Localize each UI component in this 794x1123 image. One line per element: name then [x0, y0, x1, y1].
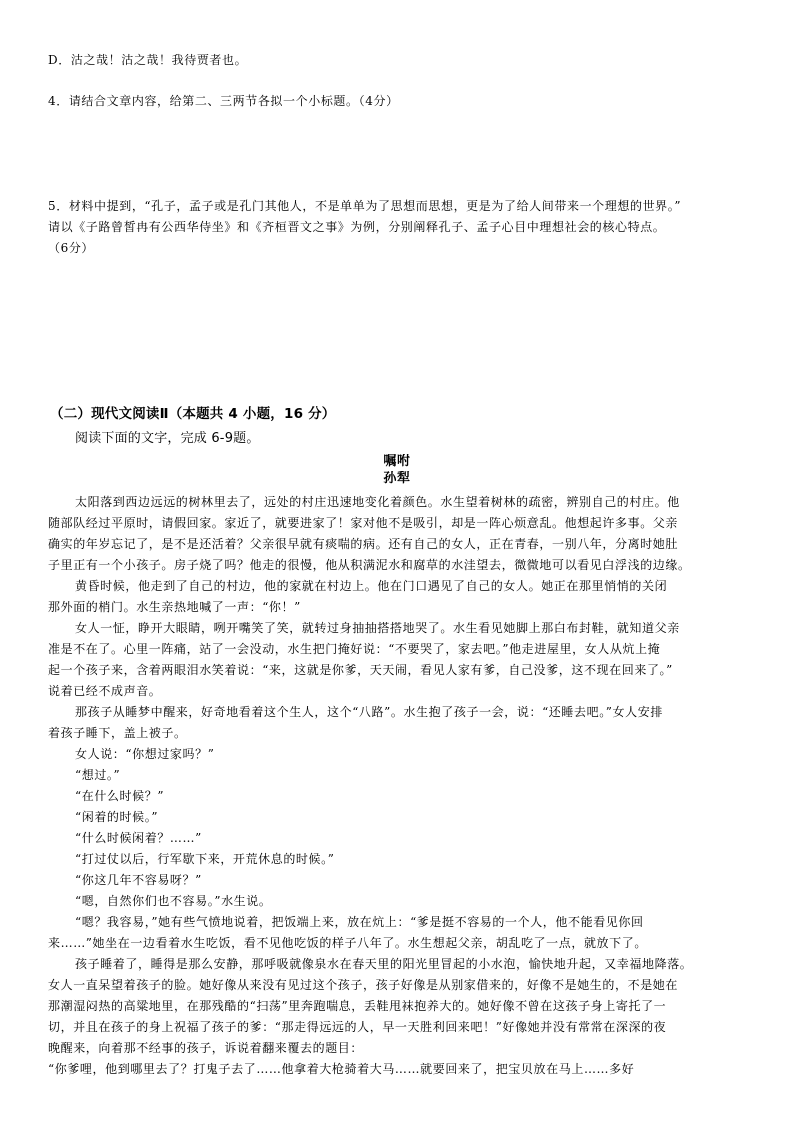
passage-line: 起一个孩子来，含着两眼泪水笑着说：“来，这就是你爹，天天闹，看见人家有爹，自己没爹，这不现在回来了。”: [48, 663, 673, 677]
dialogue-line: “闲着的时候。”: [75, 810, 159, 824]
passage-title: 嘱咐: [383, 454, 411, 469]
reading-instruction: 阅读下面的文字，完成 6-9题。: [75, 431, 260, 446]
passage-line: 那外面的梢门。水生亲热地喊了一声：“你！”: [48, 600, 301, 614]
passage-line: 着孩子睡下，盖上被子。: [48, 726, 187, 740]
passage-line: 子里正有一个小孩子。房子烧了吗？他走的很慢，他从积满泥水和腐草的水洼望去，微微地可以看见白浮浅的边缘。: [48, 558, 691, 572]
question-5-line: （6分）: [48, 241, 95, 255]
passage-line: 确实的年岁忘记了，是不是还活着？父亲很早就有痰喘的病。还有自己的女人，正在青春，一别八年，分离时她肚: [48, 537, 679, 551]
option-d: D．沽之哉！沽之哉！我待贾者也。: [48, 53, 248, 67]
passage-line: 那孩子从睡梦中醒来，好奇地看着这个生人，这个“八路”。水生抱了孩子一会，说：“还睡去吧。”女人安排: [75, 705, 663, 719]
passage-line: 女人一怔，睁开大眼睛，咧开嘴笑了笑，就转过身抽抽搭搭地哭了。水生看见她脚上那白布封鞋，就知道父亲: [75, 621, 680, 635]
dialogue-line: “在什么时候？”: [75, 789, 165, 803]
passage-line: 那潮湿闷热的高粱地里，在那残酷的“扫荡”里奔跑喘息，丢鞋甩袜抱养大的。她好像不曾在这孩子身上寄托了一: [48, 999, 667, 1013]
passage-line: 黄昏时候，他走到了自己的村边，他的家就在村边上。他在门口遇见了自己的女人。她正在那里悄悄的关闭: [75, 579, 668, 593]
passage-line: 来……”她坐在一边看着水生吃饭，看不见他吃饭的样子八年了。水生想起父亲，胡乱吃了一点，就放下了。: [48, 936, 647, 950]
passage-line: 孩子睡着了，睡得是那么安静，那呼吸就像泉水在春天里的阳光里冒起的小水泡，愉快地升起，又幸福地降落。: [75, 957, 693, 971]
passage-line: 随部队经过平原时，请假回家。家近了，就要进家了！家对他不是吸引，却是一阵心烦意乱。他想起许多事。父亲: [48, 516, 679, 530]
question-4: 4．请结合文章内容，给第二、三两节各拟一个小标题。（4分）: [48, 94, 399, 108]
dialogue-line: 女人说：“你想过家吗？”: [75, 747, 215, 761]
passage-line: “你爹哩，他到哪里去了？打鬼子去了……他拿着大枪骑着大马……就要回来了，把宝贝放在马上……多好: [48, 1062, 635, 1076]
dialogue-line: “你这几年不容易呀？”: [75, 873, 202, 887]
passage-line: 准是不在了。心里一阵痛，站了一会没动，水生把门掩好说：“不要哭了，家去吧。”他走进屋里，女人从炕上掩: [48, 642, 661, 656]
question-5-line: 请以《子路曾皙冉有公西华侍坐》和《齐桓晋文之事》为例，分别阐释孔子、孟子心目中理想社会的核心特点。: [48, 220, 666, 234]
passage-line: 女人一直呆望着孩子的脸。她好像从来没有见过这个孩子，孩子好像是从别家借来的，好像不是她生的，不是她在: [48, 978, 679, 992]
passage-line: 切，并且在孩子的身上祝福了孩子的爹：“那走得远远的人，早一天胜利回来吧！”好像她并没有常常在深深的夜: [48, 1020, 667, 1034]
passage-line: 说着已经不成声音。: [48, 684, 162, 698]
passage-line: 晚醒来，向着那不经事的孩子，诉说着翻来覆去的题目：: [48, 1041, 364, 1055]
passage-line: 太阳落到西边远远的树林里去了，远处的村庄迅速地变化着颜色。水生望着树林的疏密，辨别自己的村庄。他: [75, 495, 680, 509]
section-heading: （二）现代文阅读Ⅱ（本题共 4 小题，16 分）: [50, 406, 336, 422]
passage-author: 孙犁: [383, 471, 411, 486]
dialogue-line: “想过。”: [75, 768, 121, 782]
dialogue-line: “打过仗以后，行军歇下来，开荒休息的时候。”: [75, 852, 335, 866]
question-5-line: 5．材料中提到，“孔子，孟子或是孔门其他人，不是单单为了思想而思想，更是为了给人间带来一个理想的世界。”: [48, 199, 682, 213]
dialogue-line: “嗯，自然你们也不容易。”水生说。: [75, 894, 272, 908]
dialogue-line: “嗯？我容易，”她有些气愤地说着，把饭端上来，放在炕上：“爹是挺不容易的一个人，他不能看见你回: [75, 915, 644, 929]
dialogue-line: “什么时候闲着？……”: [75, 831, 202, 845]
